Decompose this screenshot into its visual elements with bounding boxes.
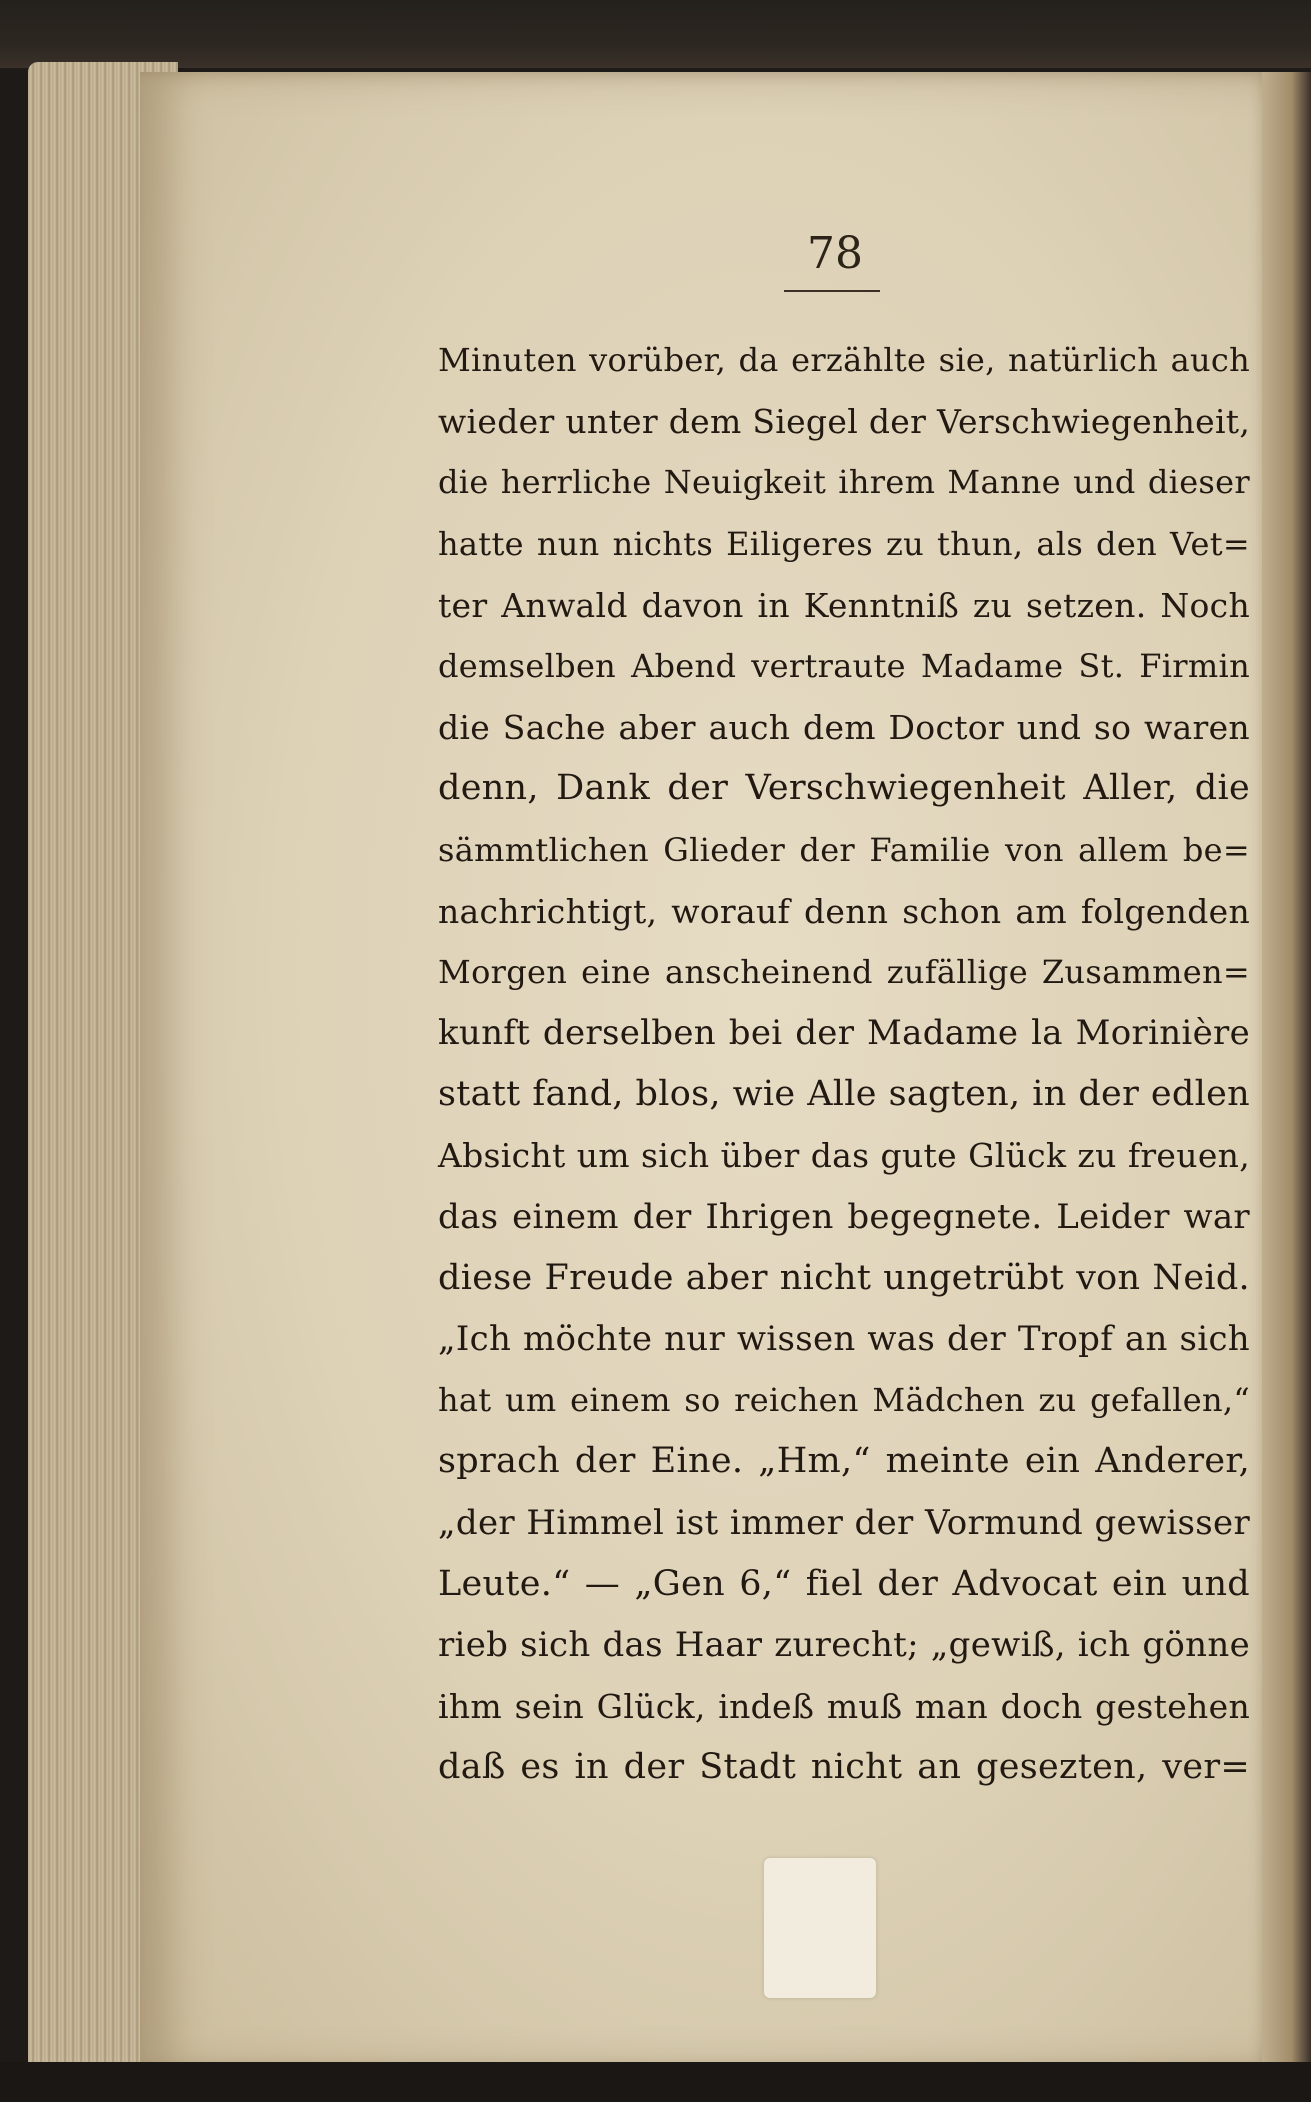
book-cover-top bbox=[0, 0, 1311, 68]
header-rule bbox=[784, 290, 880, 292]
text-line: Minuten vorüber, da erzählte sie, natürlich auch bbox=[438, 341, 1250, 379]
text-line: „der Himmel ist immer der Vormund gewisser bbox=[438, 1502, 1250, 1543]
text-line: ihm sein Glück, indeß muß man doch gestehen bbox=[438, 1687, 1250, 1727]
text-line: daß es in der Stadt nicht an gesezten, ver= bbox=[438, 1747, 1250, 1788]
text-line: hatte nun nichts Eiligeres zu thun, als den Vet= bbox=[438, 524, 1250, 563]
text-line: „Ich möchte nur wissen was der Tropf an sich bbox=[438, 1319, 1250, 1359]
text-line: sämmtlichen Glieder der Familie von allem be= bbox=[438, 830, 1250, 869]
text-line: hat um einem so reichen Mädchen zu gefallen,“ bbox=[438, 1381, 1250, 1420]
text-line: wieder unter dem Siegel der Verschwiegenheit, bbox=[438, 402, 1251, 442]
text-line: demselben Abend vertraute Madame St. Firmin bbox=[438, 646, 1250, 685]
text-line: die herrliche Neuigkeit ihrem Manne und dieser bbox=[438, 463, 1250, 502]
text-line: kunft derselben bei der Madame la Morinière bbox=[438, 1013, 1250, 1054]
text-line: statt fand, blos, wie Alle sagten, in der edlen bbox=[438, 1074, 1250, 1115]
text-line: Morgen eine anscheinend zufällige Zusammen= bbox=[438, 952, 1250, 991]
text-line: diese Freude aber nicht ungetrübt von Neid. bbox=[438, 1257, 1250, 1298]
text-line: sprach der Eine. „Hm,“ meinte ein Anderer, bbox=[438, 1441, 1250, 1482]
text-line: ter Anwald davon in Kenntniß zu setzen. Noch bbox=[438, 585, 1250, 625]
text-line: Leute.“ — „Gen 6,“ fiel der Advocat ein und bbox=[438, 1563, 1250, 1604]
paper-patch bbox=[764, 1858, 876, 1998]
text-line: Absicht um sich über das gute Glück zu freuen, bbox=[438, 1136, 1250, 1176]
page-number: 78 bbox=[807, 228, 863, 279]
text-line: die Sache aber auch dem Doctor und so waren bbox=[438, 708, 1250, 748]
text-line: nachrichtigt, worauf denn schon am folgenden bbox=[438, 891, 1250, 931]
body-text bbox=[438, 330, 1250, 1799]
text-line: rieb sich das Haar zurecht; „gewiß, ich gönne bbox=[438, 1624, 1250, 1665]
text-line: denn, Dank der Verschwiegenheit Aller, die bbox=[438, 768, 1250, 809]
book-bottom-edge bbox=[0, 2062, 1311, 2102]
page-fold-right bbox=[1262, 72, 1311, 2070]
text-line: das einem der Ihrigen begegnete. Leider war bbox=[438, 1196, 1250, 1237]
